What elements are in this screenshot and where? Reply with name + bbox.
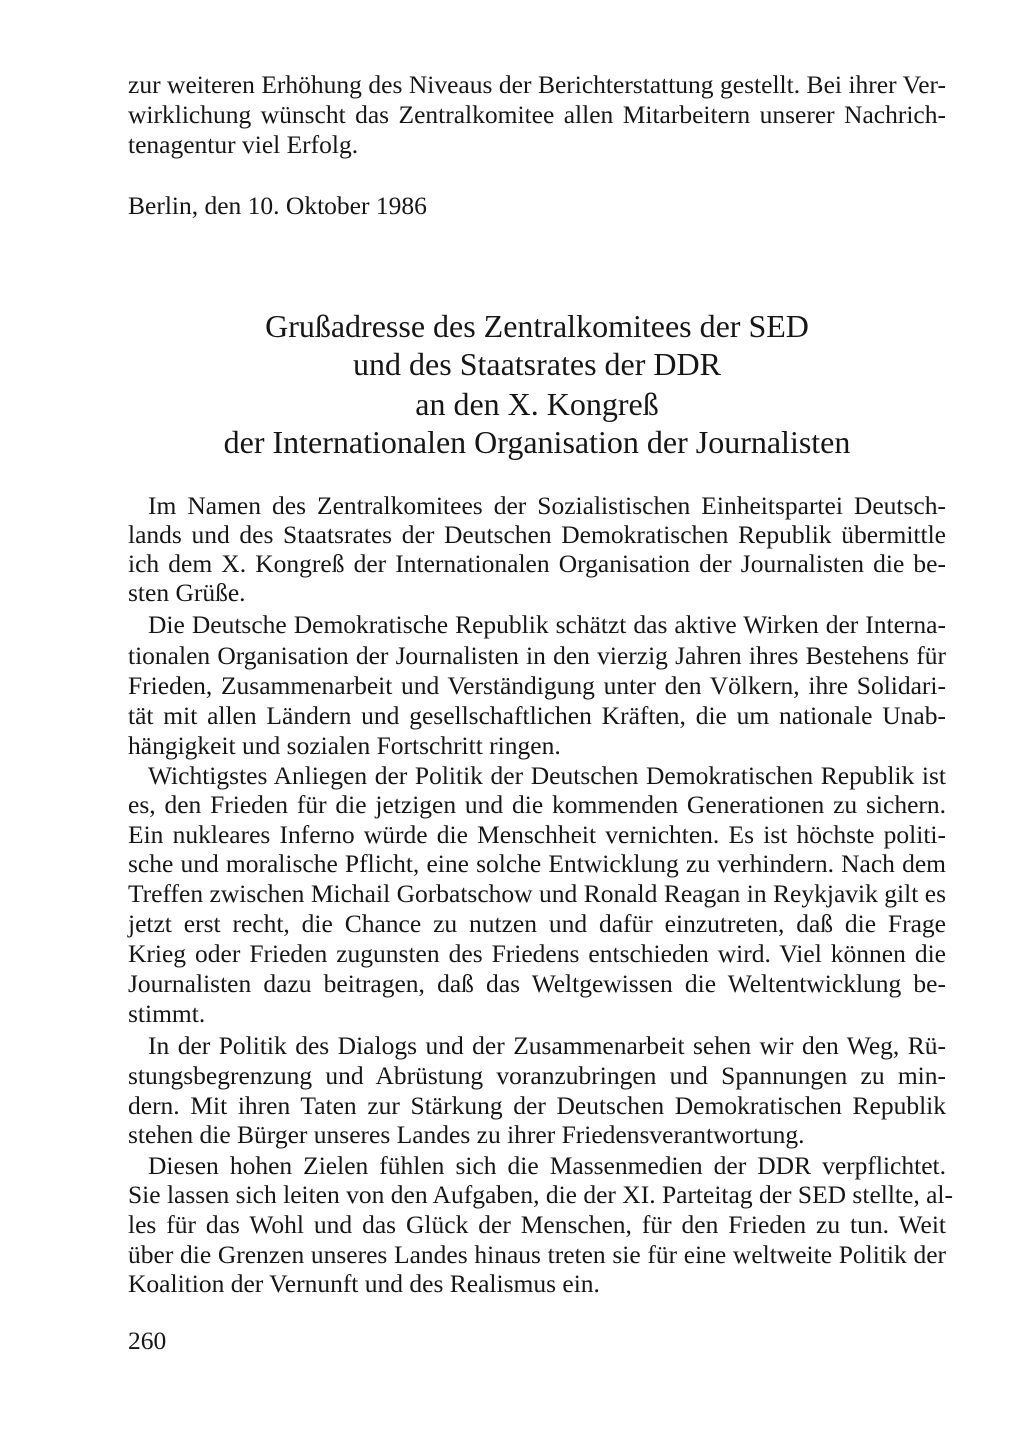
body-line: stehen die Bürger unseres Landes zu ihrer Friedensverantwortung. <box>128 1120 805 1149</box>
body-line: hängigkeit und sozialen Fortschritt ringen. <box>128 731 561 760</box>
body-line: Die Deutsche Demokratische Republik schätzt das aktive Wirken der Interna- <box>148 610 946 639</box>
body-line: es, den Frieden für die jetzigen und die kommenden Generationen zu sichern. <box>128 790 946 819</box>
body-line: Im Namen des Zentralkomitees der Sozialistischen Einheitspartei Deutsch- <box>148 491 946 520</box>
heading-line-4: der Internationalen Organisation der Journalisten <box>223 424 851 460</box>
body-line: Frieden, Zusammenarbeit und Verständigung unter den Völkern, ihre Solidari- <box>128 671 946 700</box>
body-line: Treffen zwischen Michail Gorbatschow und Ronald Reagan in Reykjavik gilt es <box>128 879 946 908</box>
intro-line-2: wirklichung wünscht das Zentralkomitee allen Mitarbeitern unserer Nachrich- <box>128 100 946 129</box>
body-line: stimmt. <box>128 999 206 1028</box>
heading-line-3: an den X. Kongreß <box>415 386 659 422</box>
body-line: Journalisten dazu beitragen, daß das Weltgewissen die Weltentwicklung be- <box>128 969 946 998</box>
body-line: stungsbegrenzung und Abrüstung voranzubringen und Spannungen zu min- <box>128 1061 946 1090</box>
body-line: sche und moralische Pflicht, eine solche Entwicklung zu verhindern. Nach dem <box>128 849 946 878</box>
body-line: tät mit allen Ländern und gesellschaftlichen Kräften, die um nationale Unab- <box>128 701 946 730</box>
body-line: Krieg oder Frieden zugunsten des Friedens entschieden wird. Viel können die <box>128 939 946 968</box>
body-line: In der Politik des Dialogs und der Zusammenarbeit sehen wir den Weg, Rü- <box>148 1031 946 1060</box>
body-line: über die Grenzen unseres Landes hinaus treten sie für eine weltweite Politik der <box>128 1240 946 1269</box>
intro-line-3: tenagentur viel Erfolg. <box>128 130 359 159</box>
body-line: tionalen Organisation der Journalisten in den vierzig Jahren ihres Bestehens für <box>128 641 946 670</box>
body-line: sten Grüße. <box>128 578 246 607</box>
body-line: ich dem X. Kongreß der Internationalen Organisation der Journalisten die be- <box>128 549 946 578</box>
body-line: Sie lassen sich leiten von den Aufgaben, die der XI. Parteitag der SED stellte, al- <box>128 1180 953 1209</box>
body-line: les für das Wohl und das Glück der Menschen, für den Frieden zu tun. Weit <box>128 1210 946 1239</box>
body-line: lands und des Staatsrates der Deutschen Demokratischen Republik übermittle <box>128 520 946 549</box>
page-number: 260 <box>128 1326 167 1355</box>
body-line: Ein nukleares Inferno würde die Menschheit vernichten. Es ist höchste politi- <box>128 820 946 849</box>
body-line: Wichtigstes Anliegen der Politik der Deutschen Demokratischen Republik ist <box>148 761 946 790</box>
body-line: dern. Mit ihren Taten zur Stärkung der Deutschen Demokratischen Republik <box>128 1091 946 1120</box>
body-line: Koalition der Vernunft und des Realismus ein. <box>128 1269 600 1298</box>
heading-line-2: und des Staatsrates der DDR <box>353 346 721 382</box>
body-line: Diesen hohen Zielen fühlen sich die Massenmedien der DDR verpflichtet. <box>148 1151 946 1180</box>
dateline: Berlin, den 10. Oktober 1986 <box>128 191 427 220</box>
intro-line-1: zur weiteren Erhöhung des Niveaus der Berichterstattung gestellt. Bei ihrer Ver- <box>128 70 946 99</box>
body-line: jetzt erst recht, die Chance zu nutzen und dafür einzutreten, daß die Frage <box>128 909 946 938</box>
heading-line-1: Grußadresse des Zentralkomitees der SED <box>265 308 809 344</box>
